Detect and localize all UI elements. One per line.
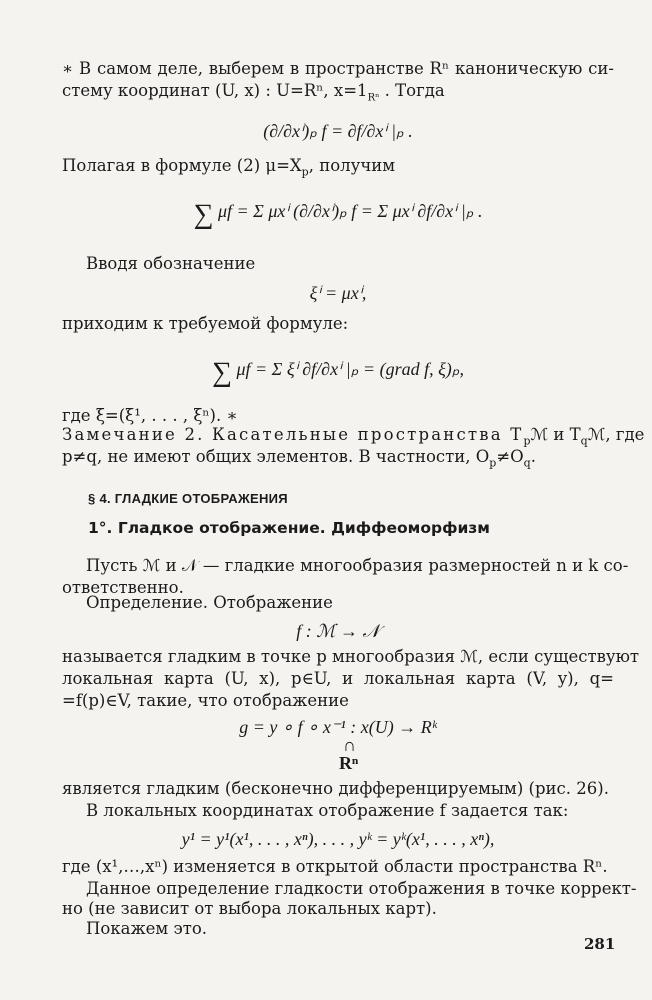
text-line-1: ∗ В самом деле, выберем в пространстве Rⁿ каноническую си-: [62, 59, 614, 78]
text-line-19: но (не зависит от выбора локальных карт).: [62, 899, 437, 918]
formula-7: y¹ = y¹(x¹, . . . , xⁿ), . . . , yᵏ = yᵏ(x¹, . . . , xⁿ),: [181, 829, 495, 849]
text-line-12: называется гладким в точке p многообразия ℳ, если существуют: [62, 647, 640, 666]
text-line-2: [62, 80, 614, 109]
text-line-7: Замечание 2. Касательные пространства $T_pℳ$ и $T_qℳ$, где: [62, 425, 645, 448]
formula-5: f : ℳ → 𝒩: [296, 621, 380, 641]
subscript-Rn: Rⁿ: [367, 92, 380, 104]
subscript-q2: q: [523, 456, 531, 470]
formula-1: (∂/∂xⁱ)ₚ f = ∂f/∂xⁱ |ₚ .: [263, 121, 413, 141]
formula-6-cap: ∩: [343, 735, 356, 755]
sum-sign-1: ∑: [193, 199, 214, 230]
text-line-7-end: , где: [605, 425, 645, 444]
text-line-8-start: p≠q, не имеют общих элементов. В частности, O: [62, 447, 490, 466]
text-line-6: где ξ=(ξ¹, . . . , ξⁿ). ∗: [62, 406, 238, 425]
text-line-16: В локальных координатах отображение f задается так:: [86, 801, 569, 820]
formula-3: ξⁱ = μxⁱ,: [309, 283, 367, 303]
text-line-4: Вводя обозначение: [86, 254, 256, 273]
text-line-7-mid: и T: [553, 425, 581, 444]
subsection-heading: 1°. Гладкое отображение. Диффеоморфизм: [88, 519, 490, 537]
subscript-q: q: [580, 434, 588, 448]
text-line-2-end: . Тогда: [384, 81, 445, 100]
text-line-9: Пусть ℳ и 𝒩 — гладкие многообразия размерностей n и k со-: [86, 556, 629, 575]
text-line-3: [62, 155, 614, 183]
formula-2: [62, 199, 614, 230]
text-line-8: p≠q, не имеют общих элементов. В частности, $O_p\ne O_q$.: [62, 447, 536, 470]
subscript-p2: p: [523, 434, 531, 448]
formula-6-Rn: Rⁿ: [339, 753, 359, 773]
formula-6: g = y ∘ f ∘ x⁻¹ : x(U) → Rᵏ: [239, 717, 437, 737]
text-line-3-end: , получим: [308, 156, 396, 175]
text-line-18: Данное определение гладкости отображения в точке коррект-: [86, 879, 637, 898]
text-line-10: ответственно.: [62, 578, 184, 597]
subscript-p3: p: [489, 456, 497, 470]
formula-4: [62, 357, 614, 388]
text-line-8-end: .: [530, 447, 536, 466]
text-line-20: Покажем это.: [86, 919, 208, 938]
text-line-14: =f(p)∈V, такие, что отображение: [62, 691, 349, 710]
text-line-3-start: Полагая в формуле (2) μ=X: [62, 156, 302, 175]
text-line-15: является гладким (бесконечно дифференцируемым) (рис. 26).: [62, 779, 609, 798]
text-line-13: локальная карта (U, x), p∈U, и локальная карта (V, y), q=: [62, 669, 614, 688]
remark-label: Замечание 2. Касательные пространства T: [62, 425, 524, 444]
text-line-5: приходим к требуемой формуле:: [62, 314, 349, 333]
page-number: 281: [584, 935, 616, 953]
text-line-17: где (x¹,…,xⁿ) изменяется в открытой области пространства Rⁿ.: [62, 857, 608, 876]
section-heading: § 4. ГЛАДКИЕ ОТОБРАЖЕНИЯ: [88, 491, 288, 506]
text-line-11: Определение. Отображение: [86, 593, 333, 612]
formula-4-text: μf = Σ ξⁱ ∂f/∂xⁱ |ₚ = (grad f, ξ)ₚ,: [236, 359, 464, 379]
formula-2-text: μf = Σ μxⁱ (∂/∂xⁱ)ₚ f = Σ μxⁱ ∂f/∂xⁱ |ₚ .: [217, 201, 483, 221]
text-line-2-start: стему координат (U, x) : U=Rⁿ, x=1: [62, 81, 368, 100]
sum-sign-2: ∑: [212, 357, 232, 388]
subscript-p: p: [301, 165, 309, 179]
